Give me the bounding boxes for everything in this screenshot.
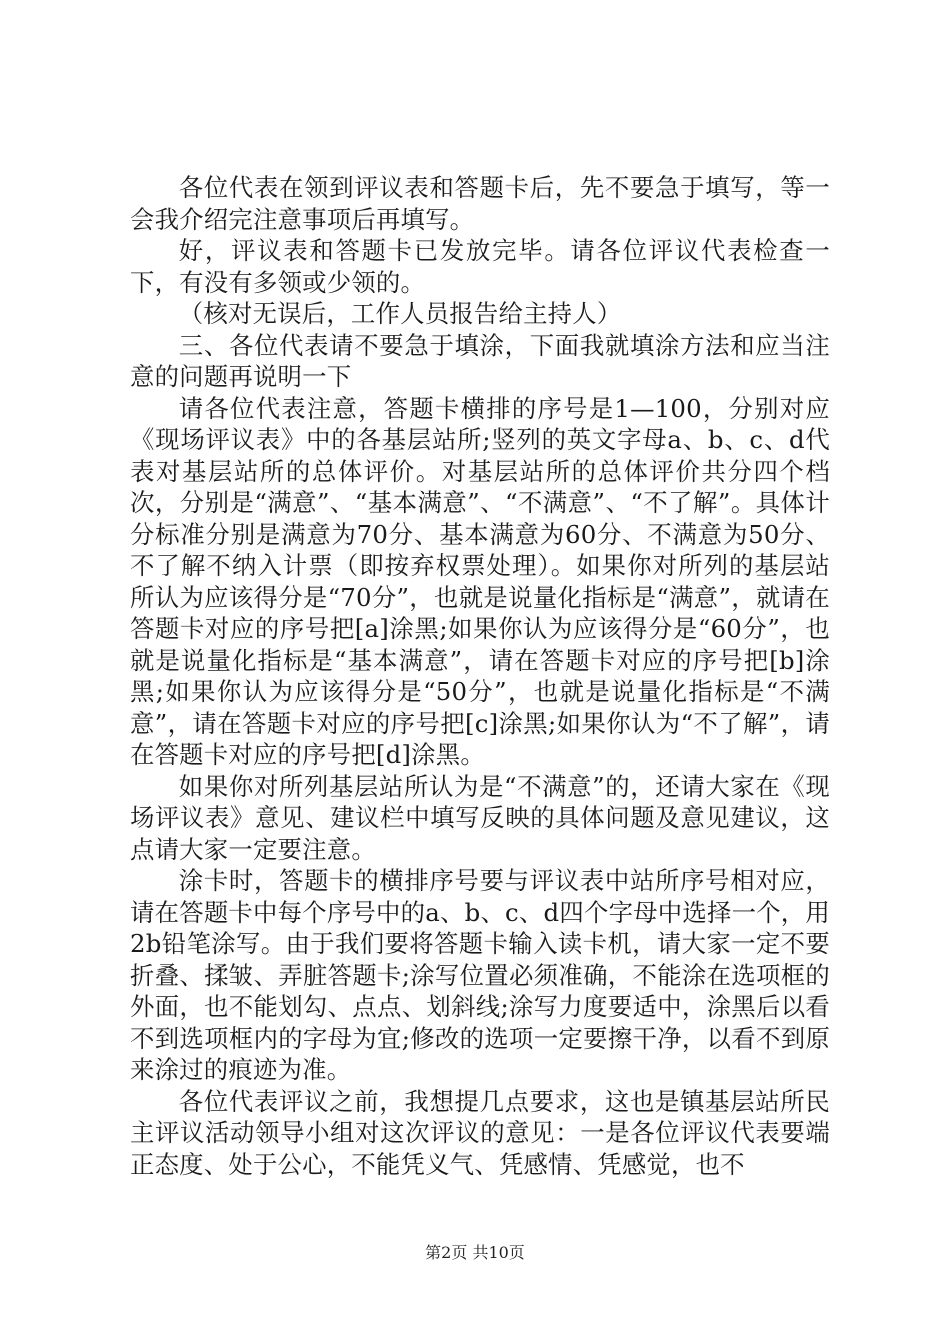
page-number-footer: 第2页 共10页 bbox=[425, 1243, 525, 1262]
paragraph-3: （核对无误后，工作人员报告给主持人） bbox=[178, 299, 622, 328]
document-body bbox=[130, 172, 830, 1180]
paragraph-1: 各位代表在领到评议表和答题卡后，先不要急于填写，等一会我介绍完注意事项后再填写。 bbox=[130, 173, 830, 234]
paragraph-6: 如果你对所列基层站所认为是“不满意”的，还请大家在《现场评议表》意见、建议栏中填写反映的具体问题及意见建议，这点请大家一定要注意。 bbox=[130, 771, 830, 864]
paragraph-8: 各位代表评议之前，我想提几点要求，这也是镇基层站所民主评议活动领导小组对这次评议的意见：一是各位评议代表要端正态度、处于公心，不能凭义气、凭感情、凭感觉，也不 bbox=[130, 1086, 830, 1179]
paragraph-7: 涂卡时，答题卡的横排序号要与评议表中站所序号相对应，请在答题卡中每个序号中的a、b、c、d四个字母中选择一个，用2b铅笔涂写。由于我们要将答题卡输入读卡机，请大家一定不要折叠、揉皱、弄脏答题卡;涂写位置必须准确，不能涂在选项框的外面，也不能划勾、点点、划斜线;涂写力度要适中，涂黑后以看不到选项框内的字母为宜;修改的选项一定要擦干净，以看不到原来涂过的痕迹为准。 bbox=[130, 866, 830, 1084]
paragraph-5: 请各位代表注意，答题卡横排的序号是1—100，分别对应《现场评议表》中的各基层站所;竖列的英文字母a、b、c、d代表对基层站所的总体评价。对基层站所的总体评价共分四个档次，分别是“满意”、“基本满意”、“不满意”、“不了解”。具体计分标准分别是满意为70分、基本满意为60分、不满意为50分、不了解不纳入计票（即按弃权票处理）。如果你对所列的基层站所认为应该得分是“70分”，也就是说量化指标是“满意”，就请在答题卡对应的序号把[a]涂黑;如果你认为应该得分是“60分”，也就是说量化指标是“基本满意”，请在答题卡对应的序号把[b]涂黑;如果你认为应该得分是“50分”，也就是说量化指标是“不满意”，请在答题卡对应的序号把[c]涂黑;如果你认为“不了解”，请在答题卡对应的序号把[d]涂黑。 bbox=[130, 393, 830, 769]
paragraph-4: 三、各位代表请不要急于填涂，下面我就填涂方法和应当注意的问题再说明一下 bbox=[130, 330, 830, 391]
paragraph-2: 好，评议表和答题卡已发放完毕。请各位评议代表检查一下，有没有多领或少领的。 bbox=[130, 236, 830, 297]
